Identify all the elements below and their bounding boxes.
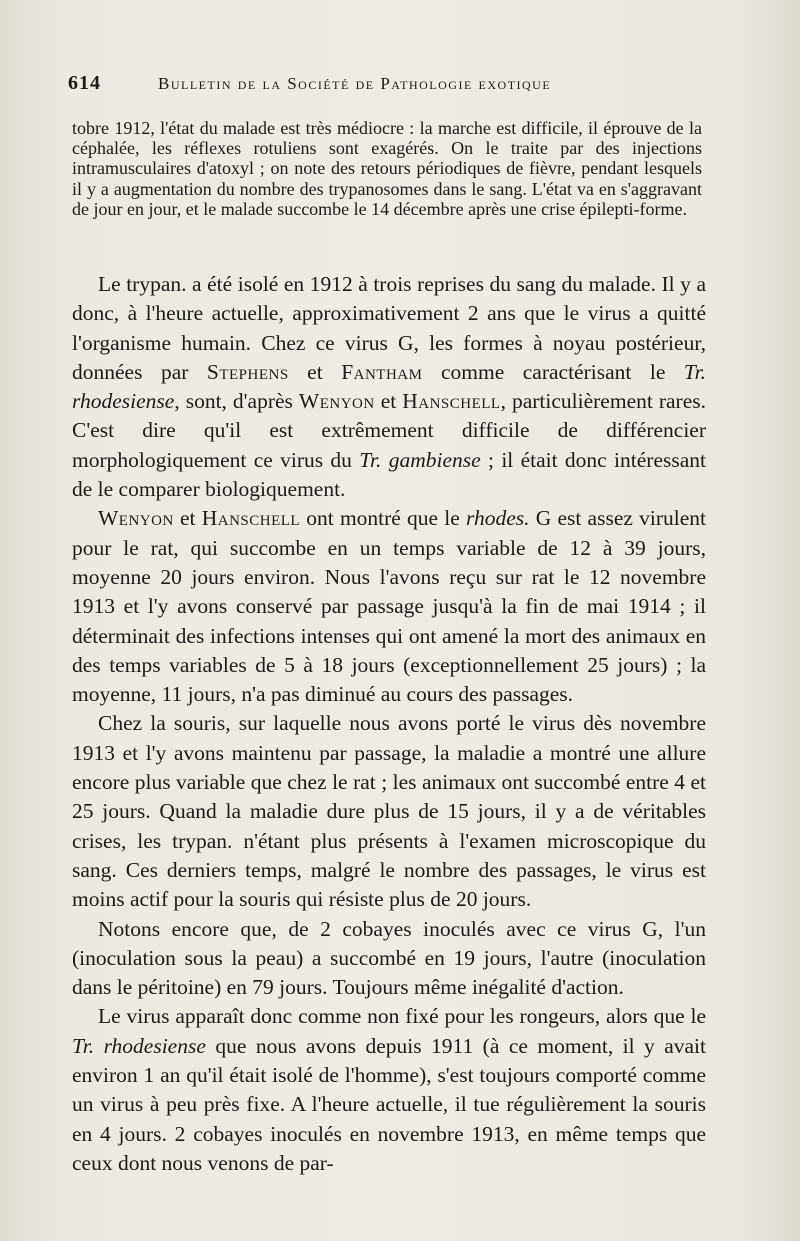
text-run: Le trypan. a été isolé en 1912 à trois reprises du sang du malade. Il y a donc, à l'heure actuelle, approximativement 2 ans que le virus a quitté l'organisme humain. Chez ce virus G, les formes à noyau postérieur, données par — [72, 272, 706, 384]
page-header — [68, 72, 716, 102]
text-run: et — [374, 389, 403, 414]
text-run: Le virus apparaît donc comme non fixé pour les rongeurs, alors que le — [98, 1004, 706, 1029]
text-run: que nous avons depuis 1911 (à ce moment, il y avait environ 1 an qu'il était isolé de l'homme), s'est toujours comporté comme un virus à peu près fixe. A l'heure actuelle, il tue régulièrement la souris en 4 jours. 2 cobayes inoculés en novembre 1913, en même temps que ceux dont nous venons de par- — [72, 1033, 706, 1175]
paragraph-3: Chez la souris, sur laquelle nous avons porté le virus dès novembre 1913 et l'y avons maintenu par passage, la maladie a montré une allure encore plus variable que chez le rat ; les animaux ont succombé entre 4 et 25 jours. Quand la maladie dure plus de 15 jours, il y a de véritables crises, les trypan. n'étant plus présents à l'examen microscopique du sang. Ces derniers temps, malgré le nombre des passages, le virus est moins actif pour la souris qui résiste plus de 20 jours. — [72, 711, 706, 912]
text-run: et — [288, 359, 342, 384]
author-name: Hanschell — [402, 389, 501, 414]
author-name: Hanschell — [201, 506, 301, 531]
text-run: comme caractérisant le — [422, 359, 684, 384]
paragraph-4: Notons encore que, de 2 cobayes inoculés avec ce virus G, l'un (inoculation sous la peau) a succombé en 19 jours, l'autre (inoculation dans le péritoine) en 79 jours. Toujours même inégalité d'action. — [72, 916, 706, 1000]
text-run: , particulièrement rares. C'est dire qu'il est extrêmement difficile de différencier morphologiquement ce virus du — [72, 389, 706, 472]
paragraph-2 — [72, 504, 706, 709]
species-name: Tr. gambiense — [359, 447, 481, 472]
species-name: rhodes. — [466, 506, 530, 531]
running-title: Bulletin de la Société de Pathologie exotique — [158, 74, 552, 93]
text-run: G est assez virulent pour le rat, qui succombe en un temps variable de 12 à 39 jours, moyenne 20 jours environ. Nous l'avons reçu sur rat le 12 novembre 1913 et l'y avons conservé par passage jusqu'à la fin de mai 1914 ; il déterminait des infections intenses qui ont amené la mort des animaux en des temps variables de 5 à 18 jours (exceptionnellement 25 jours) ; la moyenne, 11 jours, n'a pas diminué au cours des passages. — [72, 506, 706, 707]
author-name: Stephens — [206, 359, 289, 384]
author-name: Fantham — [341, 359, 423, 384]
species-name: Tr. rhodesiense — [72, 1033, 206, 1058]
text-run: ; il était donc intéressant de le comparer biologiquement. — [72, 447, 706, 502]
paragraph-1 — [72, 270, 706, 504]
author-name: Wenyon — [98, 506, 174, 531]
paragraph-5 — [72, 1002, 706, 1178]
text-run: ont montré que le — [300, 506, 467, 531]
case-report-paragraph: tobre 1912, l'état du malade est très médiocre : la marche est difficile, il éprouve de la céphalée, les réflexes rotuliens sont exagérés. On le traite par des injections intramusculaires d'atoxyl ; on note des retours périodiques de fièvre, pendant lesquels il y a augmentation du nombre des trypanosomes dans le sang. L'état va en s'aggravant de jour en jour, et le malade succombe le 14 décembre après une crise épilepti-forme. — [72, 118, 702, 219]
species-name: Tr. rhodesiense — [72, 359, 706, 414]
author-name: Wenyon — [298, 389, 375, 414]
text-run: et — [173, 506, 202, 531]
main-text — [72, 270, 706, 1178]
text-run: , sont, d'après — [174, 389, 299, 414]
page-number: 614 — [68, 72, 101, 94]
